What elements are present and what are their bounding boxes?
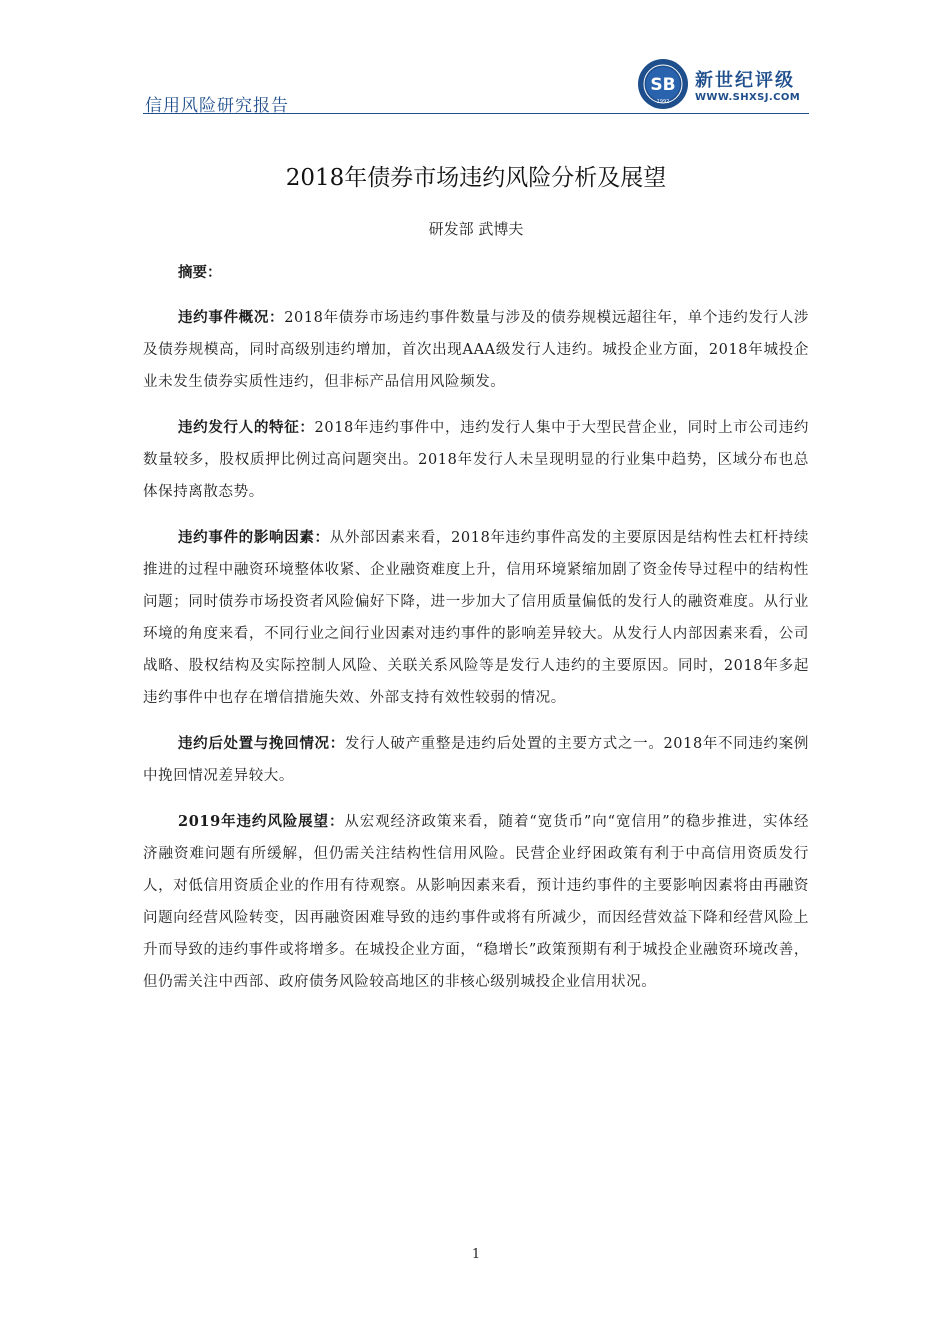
abstract-label: 摘要： [178, 264, 222, 281]
logo-url: WWW.SHXSJ.COM [695, 92, 801, 103]
section-lead: 违约后处置与挽回情况： [178, 735, 345, 752]
section-lead: 违约事件概况： [178, 309, 285, 326]
svg-text:SB: SB [650, 75, 676, 95]
svg-text:1992: 1992 [656, 99, 670, 105]
page-number: 1 [471, 1247, 481, 1262]
section-text: 从外部因素来看，2018年违约事件高发的主要原因是结构性去杠杆持续推进的过程中融资环境整体收紧、企业融资难度上升，信用环境紧缩加剧了资金传导过程中的结构性问题；同时债券市场投资者风险偏好下降，进一步加大了信用质量偏低的发行人的融资难度。从行业环境的角度来看，不同行业之间行业因素对违约事件的影响差异较大。从发行人内部因素来看，公司战略、股权结构及实际控制人风险、关联关系风险等是发行人违约的主要原因。同时，2018年多起违约事件中也存在增信措施失效、外部支持有效性较弱的情况。 [143, 530, 809, 706]
section-lead: 违约事件的影响因素： [178, 529, 330, 546]
abstract-body [143, 258, 809, 998]
section-text: 2018年债券市场违约事件数量与涉及的债券规模远超往年，单个违约发行人涉及债券规模高，同时高级别违约增加，首次出现AAA级发行人违约。城投企业方面，2018年城投企业未发生债券实质性违约，但非标产品信用风险频发。 [143, 310, 809, 390]
section-lead: 违约发行人的特征： [178, 419, 315, 436]
logo-seal-icon [637, 58, 689, 110]
section-influencing-factors [143, 522, 809, 714]
document-author: 研发部 武博夫 [428, 220, 524, 238]
logo-name: 新世纪评级 [695, 70, 795, 91]
report-series-title: 信用风险研究报告 [145, 96, 289, 116]
document-title: 2018年债券市场违约风险分析及展望 [285, 165, 667, 191]
section-text: 发行人破产重整是违约后处置的主要方式之一。2018年不同违约案例中挽回情况差异较大。 [143, 736, 809, 784]
section-2019-outlook [143, 806, 809, 998]
section-issuer-characteristics [143, 412, 809, 508]
section-lead: 2019年违约风险展望： [178, 813, 345, 830]
section-text: 从宏观经济政策来看，随着“宽货币”向“宽信用”的稳步推进，实体经济融资难问题有所缓解，但仍需关注结构性信用风险。民营企业纾困政策有利于中高信用资质发行人，对低信用资质企业的作用有待观察。从影响因素来看，预计违约事件的主要影响因素将由再融资问题向经营风险转变，因再融资困难导致的违约事件或将有所减少，而因经营效益下降和经营风险上升而导致的违约事件或将增多。在城投企业方面，“稳增长”政策预期有利于城投企业融资环境改善，但仍需关注中西部、政府债务风险较高地区的非核心级别城投企业信用状况。 [143, 814, 809, 990]
section-post-default-handling [143, 728, 809, 792]
company-logo [637, 56, 809, 112]
section-default-overview [143, 302, 809, 398]
section-text: 2018年违约事件中，违约发行人集中于大型民营企业，同时上市公司违约数量较多，股权质押比例过高问题突出。2018年发行人未呈现明显的行业集中趋势，区域分布也总体保持离散态势。 [143, 420, 809, 500]
page-header [143, 56, 809, 114]
header-divider [143, 113, 809, 114]
